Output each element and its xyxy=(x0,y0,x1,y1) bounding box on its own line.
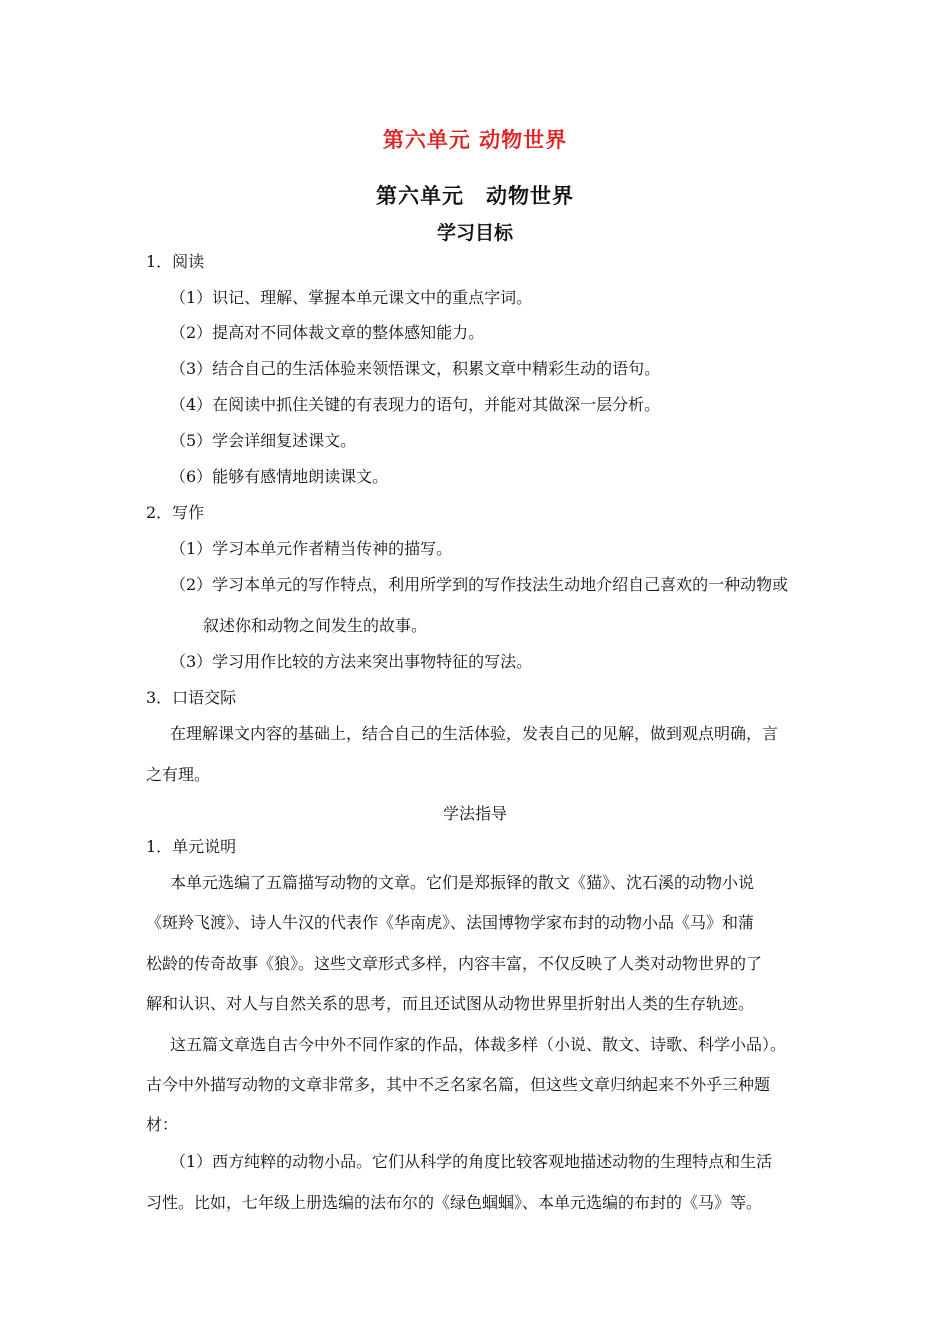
reading-item: （4）在阅读中抓住关键的有表现力的语句，并能对其做深一层分析。 xyxy=(170,395,661,414)
reading-item: （6）能够有感情地朗读课文。 xyxy=(170,467,389,486)
page-red-title: 第六单元 动物世界 xyxy=(382,128,568,152)
heading-unit-description: 1．单元说明 xyxy=(146,837,237,856)
reading-item: （2）提高对不同体裁文章的整体感知能力。 xyxy=(170,323,485,342)
writing-item: （2）学习本单元的写作特点，利用所学到的写作技法生动地介绍自己喜欢的一种动物或 xyxy=(170,575,789,594)
heading-writing: 2．写作 xyxy=(146,503,205,522)
reading-item: （1）识记、理解、掌握本单元课文中的重点字词。 xyxy=(170,288,533,307)
paragraph-line: 材： xyxy=(146,1115,179,1134)
section-title-learning-goals: 学习目标 xyxy=(436,222,513,244)
paragraph-line: （1）西方纯粹的动物小品。它们从科学的角度比较客观地描述动物的生理特点和生活 xyxy=(170,1152,773,1171)
writing-item: （3）学习用作比较的方法来突出事物特征的写法。 xyxy=(170,652,533,671)
oral-paragraph-line: 在理解课文内容的基础上，结合自己的生活体验，发表自己的见解，做到观点明确，言 xyxy=(170,724,779,743)
paragraph-line: 松龄的传奇故事《狼》。这些文章形式多样，内容丰富，不仅反映了人类对动物世界的了 xyxy=(146,954,763,973)
heading-oral: 3．口语交际 xyxy=(146,688,237,707)
writing-item-continuation: 叙述你和动物之间发生的故事。 xyxy=(203,616,428,635)
page-title: 第六单元 动物世界 xyxy=(376,183,574,208)
writing-item: （1）学习本单元作者精当传神的描写。 xyxy=(170,539,453,558)
paragraph-line: 《斑羚飞渡》、诗人牛汉的代表作《华南虎》、法国博物学家布封的动物小品《马》和蒲 xyxy=(146,913,755,932)
paragraph-line: 本单元选编了五篇描写动物的文章。它们是郑振铎的散文《猫》、沈石溪的动物小说 xyxy=(170,873,755,892)
paragraph-line: 这五篇文章选自古今中外不同作家的作品，体裁多样（小说、散文、诗歌、科学小品）。 xyxy=(170,1035,787,1054)
reading-item: （5）学会详细复述课文。 xyxy=(170,431,357,450)
paragraph-line: 习性。比如，七年级上册选编的法布尔的《绿色蝈蝈》、本单元选编的布封的《马》等。 xyxy=(146,1193,763,1212)
reading-item: （3）结合自己的生活体验来领悟课文，积累文章中精彩生动的语句。 xyxy=(170,359,661,378)
paragraph-line: 古今中外描写动物的文章非常多，其中不乏名家名篇，但这些文章归纳起来不外乎三种题 xyxy=(146,1075,771,1094)
heading-reading: 1．阅读 xyxy=(146,252,205,271)
section-title-study-guide: 学法指导 xyxy=(442,804,507,823)
oral-paragraph-line: 之有理。 xyxy=(146,765,211,784)
paragraph-line: 解和认识、对人与自然关系的思考，而且还试图从动物世界里折射出人类的生存轨迹。 xyxy=(146,994,755,1013)
